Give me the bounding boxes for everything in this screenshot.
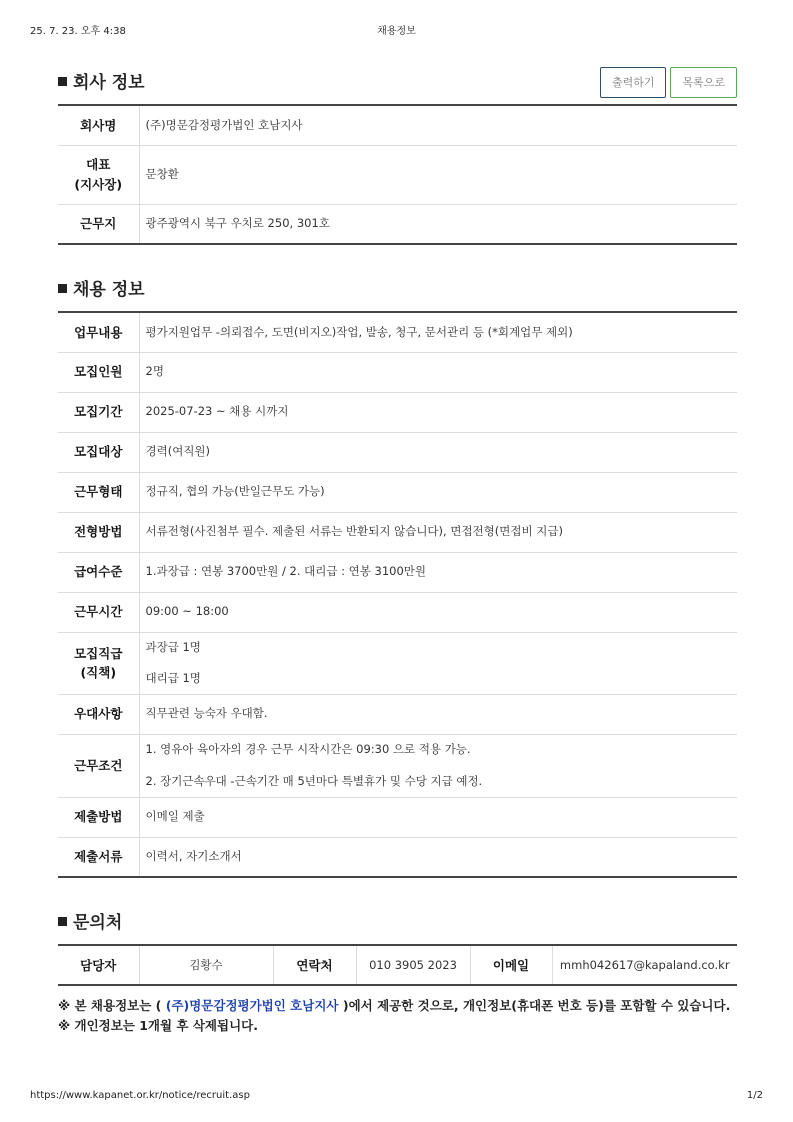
table-row <box>58 837 737 877</box>
row-value: 서류전형(사진첨부 필수. 제출된 서류는 반환되지 않습니다), 면접전형(면접비 지급) <box>139 512 737 552</box>
representative-value: 문창환 <box>139 145 737 204</box>
back-to-list-button[interactable]: 목록으로 <box>670 67 737 98</box>
company-name-value: (주)명문감정평가법인 호남지사 <box>139 105 737 145</box>
row-value: 이력서, 자기소개서 <box>145 849 242 864</box>
row-label: 급여수준 <box>58 552 139 592</box>
row-label: 모집직급 (직책) <box>58 632 139 694</box>
contact-section-title: 문의처 <box>58 908 122 933</box>
table-row <box>58 694 737 734</box>
company-section-title: 회사 정보 <box>58 68 145 93</box>
row-value: 1. 영유아 육아자의 경우 근무 시작시간은 09:30 으로 적용 가능. 2. 장기근속우대 -근속기간 매 5년마다 특별휴가 및 수당 지급 예정. <box>139 734 737 797</box>
row-label: 제출서류 <box>58 837 139 877</box>
print-title: 채용정보 <box>377 26 416 37</box>
row-label: 업무내용 <box>58 312 139 352</box>
table-row <box>58 734 737 797</box>
row-label: 모집기간 <box>58 392 139 432</box>
square-bullet-icon <box>58 917 67 926</box>
table-row <box>58 204 737 244</box>
table-row <box>58 145 737 204</box>
recruit-info-table <box>58 311 737 878</box>
print-header <box>30 22 763 36</box>
action-buttons <box>600 67 737 98</box>
print-url: https://www.kapanet.or.kr/notice/recruit.asp <box>30 1090 250 1101</box>
print-footer <box>30 1090 763 1104</box>
table-row <box>58 797 737 837</box>
contact-phone-value: 010 3905 2023 <box>356 945 470 985</box>
table-row <box>58 472 737 512</box>
company-section-header <box>58 66 737 104</box>
recruit-content <box>58 66 737 1036</box>
table-row <box>58 632 737 694</box>
contact-email-value: mmh042617@kapaland.co.kr <box>559 958 730 972</box>
row-label: 제출방법 <box>58 797 139 837</box>
notice-line-2: ※ 개인정보는 1개월 후 삭제됩니다. <box>58 1018 258 1033</box>
table-row <box>58 552 737 592</box>
table-row <box>58 512 737 552</box>
row-value: 정규직, 협의 가능(반일근무도 가능) <box>139 472 737 512</box>
row-label: 근무지 <box>58 204 139 244</box>
square-bullet-icon <box>58 284 67 293</box>
table-row <box>58 312 737 352</box>
table-row <box>58 945 737 985</box>
row-label: 근무시간 <box>58 592 139 632</box>
row-label: 모집대상 <box>58 432 139 472</box>
row-label: 근무형태 <box>58 472 139 512</box>
contact-person-label: 담당자 <box>58 945 139 985</box>
row-label: 대표 (지사장) <box>58 145 139 204</box>
contact-section-header <box>58 906 737 944</box>
contact-phone-label: 연락처 <box>273 945 356 985</box>
row-label: 회사명 <box>58 105 139 145</box>
row-value: 09:00 ~ 18:00 <box>139 592 737 632</box>
table-row <box>58 392 737 432</box>
table-row <box>58 592 737 632</box>
row-value: 직무관련 능숙자 우대함. <box>139 694 737 734</box>
row-value: 경력(여직원) <box>139 432 737 472</box>
table-row <box>58 105 737 145</box>
contact-person-value: 김황수 <box>139 945 273 985</box>
row-value: 이메일 제출 <box>139 797 737 837</box>
row-label: 근무조건 <box>58 734 139 797</box>
contact-email-label: 이메일 <box>470 945 552 985</box>
privacy-notice <box>58 996 737 1036</box>
company-info-table <box>58 104 737 245</box>
table-row <box>58 352 737 392</box>
print-button[interactable]: 출력하기 <box>600 67 667 98</box>
row-value: 평가지원업무 -의뢰접수, 도면(비지오)작업, 발송, 청구, 문서관리 등 (*회계업무 제외) <box>139 312 737 352</box>
row-label: 전형방법 <box>58 512 139 552</box>
notice-line-1: ※ 본 채용정보는 ( (주)명문감정평가법인 호남지사 )에서 제공한 것으로, 개인정보(휴대폰 번호 등)를 포함할 수 있습니다. <box>58 998 731 1013</box>
page-number: 1/2 <box>746 1090 763 1101</box>
recruit-section-header <box>58 273 737 311</box>
row-value: 1.과장급 : 연봉 3700만원 / 2. 대리급 : 연봉 3100만원 <box>139 552 737 592</box>
notice-company-name: (주)명문감정평가법인 호남지사 <box>165 998 339 1013</box>
row-value: 과장급 1명 대리급 1명 <box>139 632 737 694</box>
row-label: 우대사항 <box>58 694 139 734</box>
contact-table <box>58 944 737 986</box>
recruit-section-title: 채용 정보 <box>58 275 145 300</box>
workplace-value: 광주광역시 북구 우치로 250, 301호 <box>145 216 330 231</box>
row-value: 2025-07-23 ~ 채용 시까지 <box>139 392 737 432</box>
print-date: 25. 7. 23. 오후 4:38 <box>30 26 126 37</box>
table-row <box>58 432 737 472</box>
square-bullet-icon <box>58 77 67 86</box>
row-label: 모집인원 <box>58 352 139 392</box>
row-value: 2명 <box>139 352 737 392</box>
